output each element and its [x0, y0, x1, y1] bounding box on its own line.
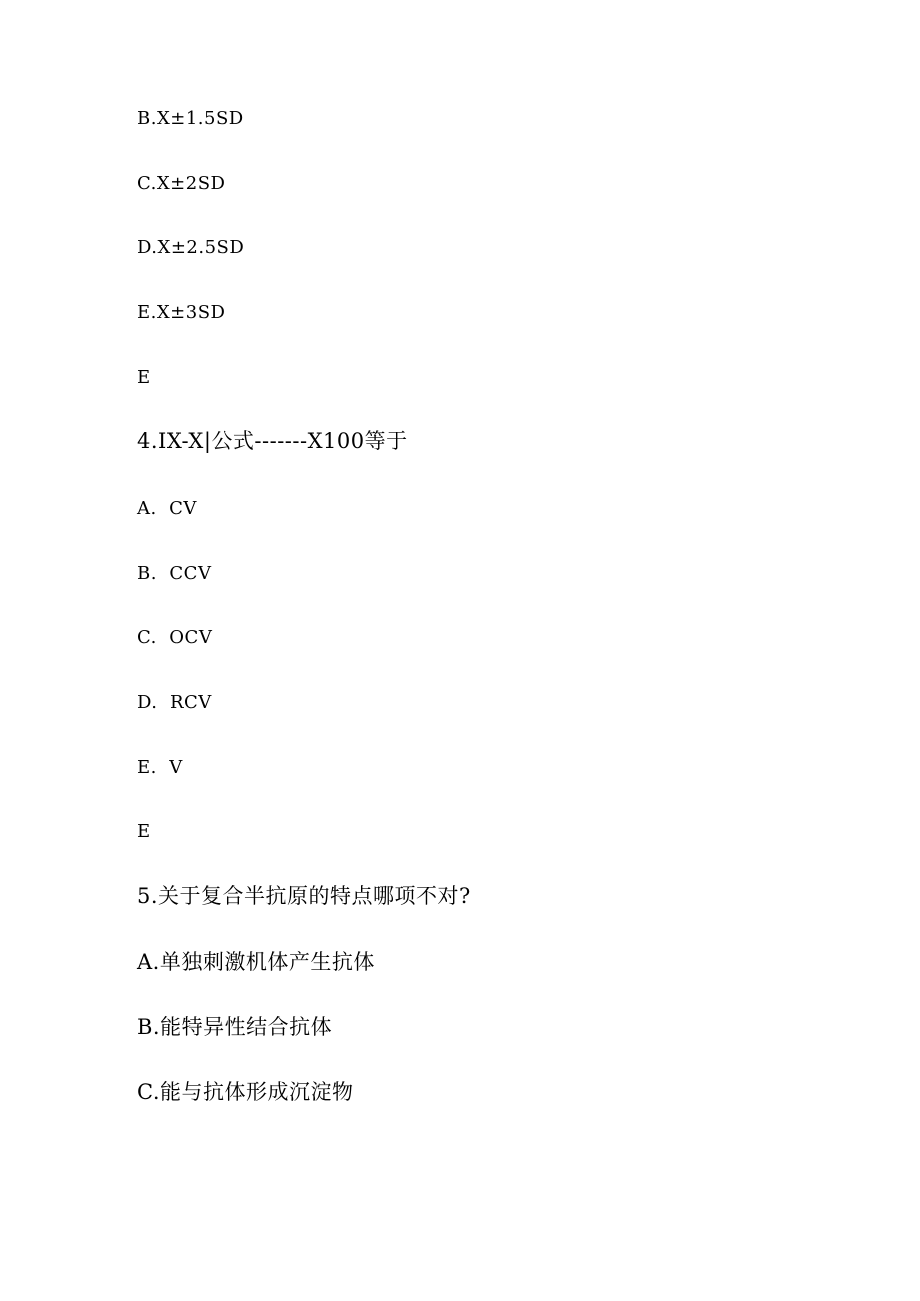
answer-q4: E — [137, 821, 151, 842]
answer-q3: E — [137, 367, 151, 388]
question-4: 4.IX-X|公式-------X100等于 — [137, 429, 408, 453]
option-d-q3: D.X±2.5SD — [137, 237, 245, 258]
option-a-q4: A. CV — [137, 498, 197, 519]
option-b-q3: B.X±1.5SD — [137, 108, 244, 129]
option-c-q4: C. OCV — [137, 627, 213, 648]
question-5: 5.关于复合半抗原的特点哪项不对? — [137, 884, 471, 908]
option-a-q5: A.单独刺激机体产生抗体 — [137, 950, 375, 974]
option-c-q5: C.能与抗体形成沉淀物 — [137, 1080, 354, 1104]
option-b-q5: B.能特异性结合抗体 — [137, 1015, 333, 1039]
option-d-q4: D. RCV — [137, 692, 212, 713]
option-c-q3: C.X±2SD — [137, 173, 226, 194]
option-e-q4: E. V — [137, 757, 183, 778]
option-e-q3: E.X±3SD — [137, 302, 226, 323]
option-b-q4: B. CCV — [137, 563, 212, 584]
